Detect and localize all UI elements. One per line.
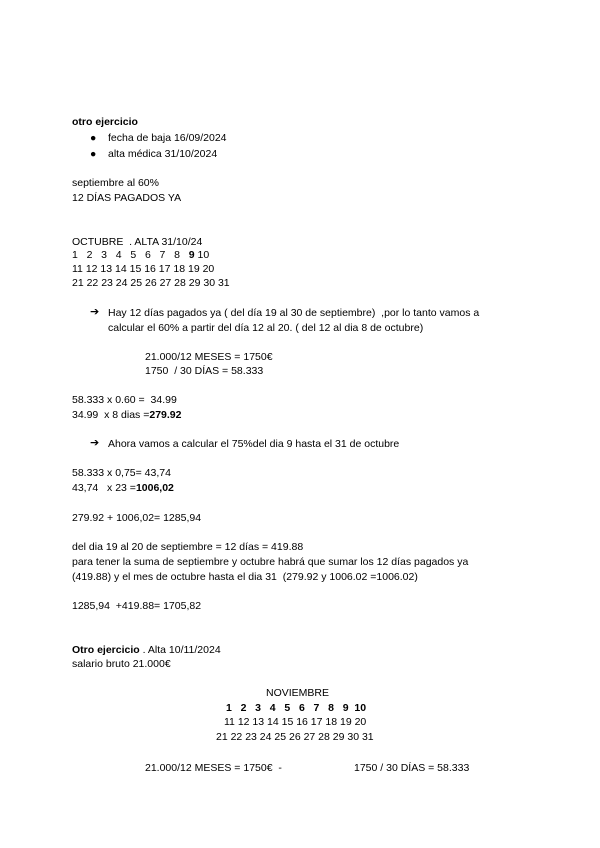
arrow-icon: ➔ [90,306,100,318]
calc-monthly: 21.000/12 MESES = 1750€ [145,351,273,363]
sum-octubre: 279.92 + 1006,02= 1285,94 [72,512,202,524]
paragraph-line-1: del dia 19 al 20 de septiembre = 12 días = 419.88 [72,541,304,553]
salario-bruto: salario bruto 21.000€ [72,658,171,670]
paragraph-line-3: (419.88) y el mes de octubre hasta el dia 31 (279.92 y 1006.02 =1006.02) [72,571,418,583]
calc-8-days [72,409,181,422]
exercise-1-title: otro ejercicio [72,116,138,128]
calendar-days: 10 [194,249,210,261]
exercise-2-title [72,644,221,657]
nov-calc-monthly: 21.000/12 MESES = 1750€ - [145,762,282,774]
septiembre-line: septiembre al 60% [72,177,159,189]
dias-pagados-line: 12 DÍAS PAGADOS YA [72,192,182,204]
bullet-fecha-baja: fecha de baja 16/09/2024 [108,132,227,144]
calendar-row-2: 11 12 13 14 15 16 17 18 19 20 [72,263,215,275]
sum-total: 1285,94 +419.88= 1705,82 [72,600,202,612]
calendar-day-highlight: 9 [188,249,195,261]
bullet-alta-medica: alta médica 31/10/2024 [108,148,218,160]
note-1-line-2: calcular el 60% a partir del día 12 al 20. ( del 12 al dia 8 de octubre) [108,322,424,334]
calendar-row-3: 21 22 23 24 25 26 27 28 29 30 31 [72,277,230,289]
nov-calendar-row-2: 11 12 13 14 15 16 17 18 19 20 [224,716,367,728]
exercise-2-title-bold: Otro ejercicio [72,644,140,656]
nov-calendar-row-1: 1 2 3 4 5 6 7 8 9 10 [226,702,367,714]
calendar-row-1 [72,249,209,262]
note-1-line-1: Hay 12 días pagados ya ( del día 19 al 30 de septiembre) ,por lo tanto vamos a [108,307,480,319]
noviembre-header: NOVIEMBRE [266,687,330,699]
bullet-icon: ● [90,132,97,144]
arrow-icon: ➔ [90,437,100,449]
calc-8-days-result: 279.92 [149,409,182,421]
exercise-2-title-rest: . Alta 10/11/2024 [139,644,221,656]
nov-calc-daily: 1750 / 30 DÍAS = 58.333 [354,762,470,774]
calendar-days: 1 2 3 4 5 6 7 8 [72,249,189,261]
paragraph-line-2: para tener la suma de septiembre y octubre habrá que sumar los 12 días pagados ya [72,556,469,568]
bullet-icon: ● [90,148,97,160]
calc-23-days-result: 1006,02 [135,482,174,494]
calc-daily: 1750 / 30 DÍAS = 58.333 [145,365,264,377]
octubre-header: OCTUBRE . ALTA 31/10/24 [72,236,203,248]
note-2: Ahora vamos a calcular el 75%del dia 9 hasta el 31 de octubre [108,438,400,450]
nov-calendar-row-3: 21 22 23 24 25 26 27 28 29 30 31 [216,731,374,743]
calc-8-days-label: 34.99 x 8 dias = [72,409,150,421]
calc-23-days [72,482,174,495]
calc-60-percent: 58.333 x 0.60 = 34.99 [72,394,177,406]
calc-75-percent: 58.333 x 0,75= 43,74 [72,467,171,479]
calc-23-days-label: 43,74 x 23 = [72,482,136,494]
